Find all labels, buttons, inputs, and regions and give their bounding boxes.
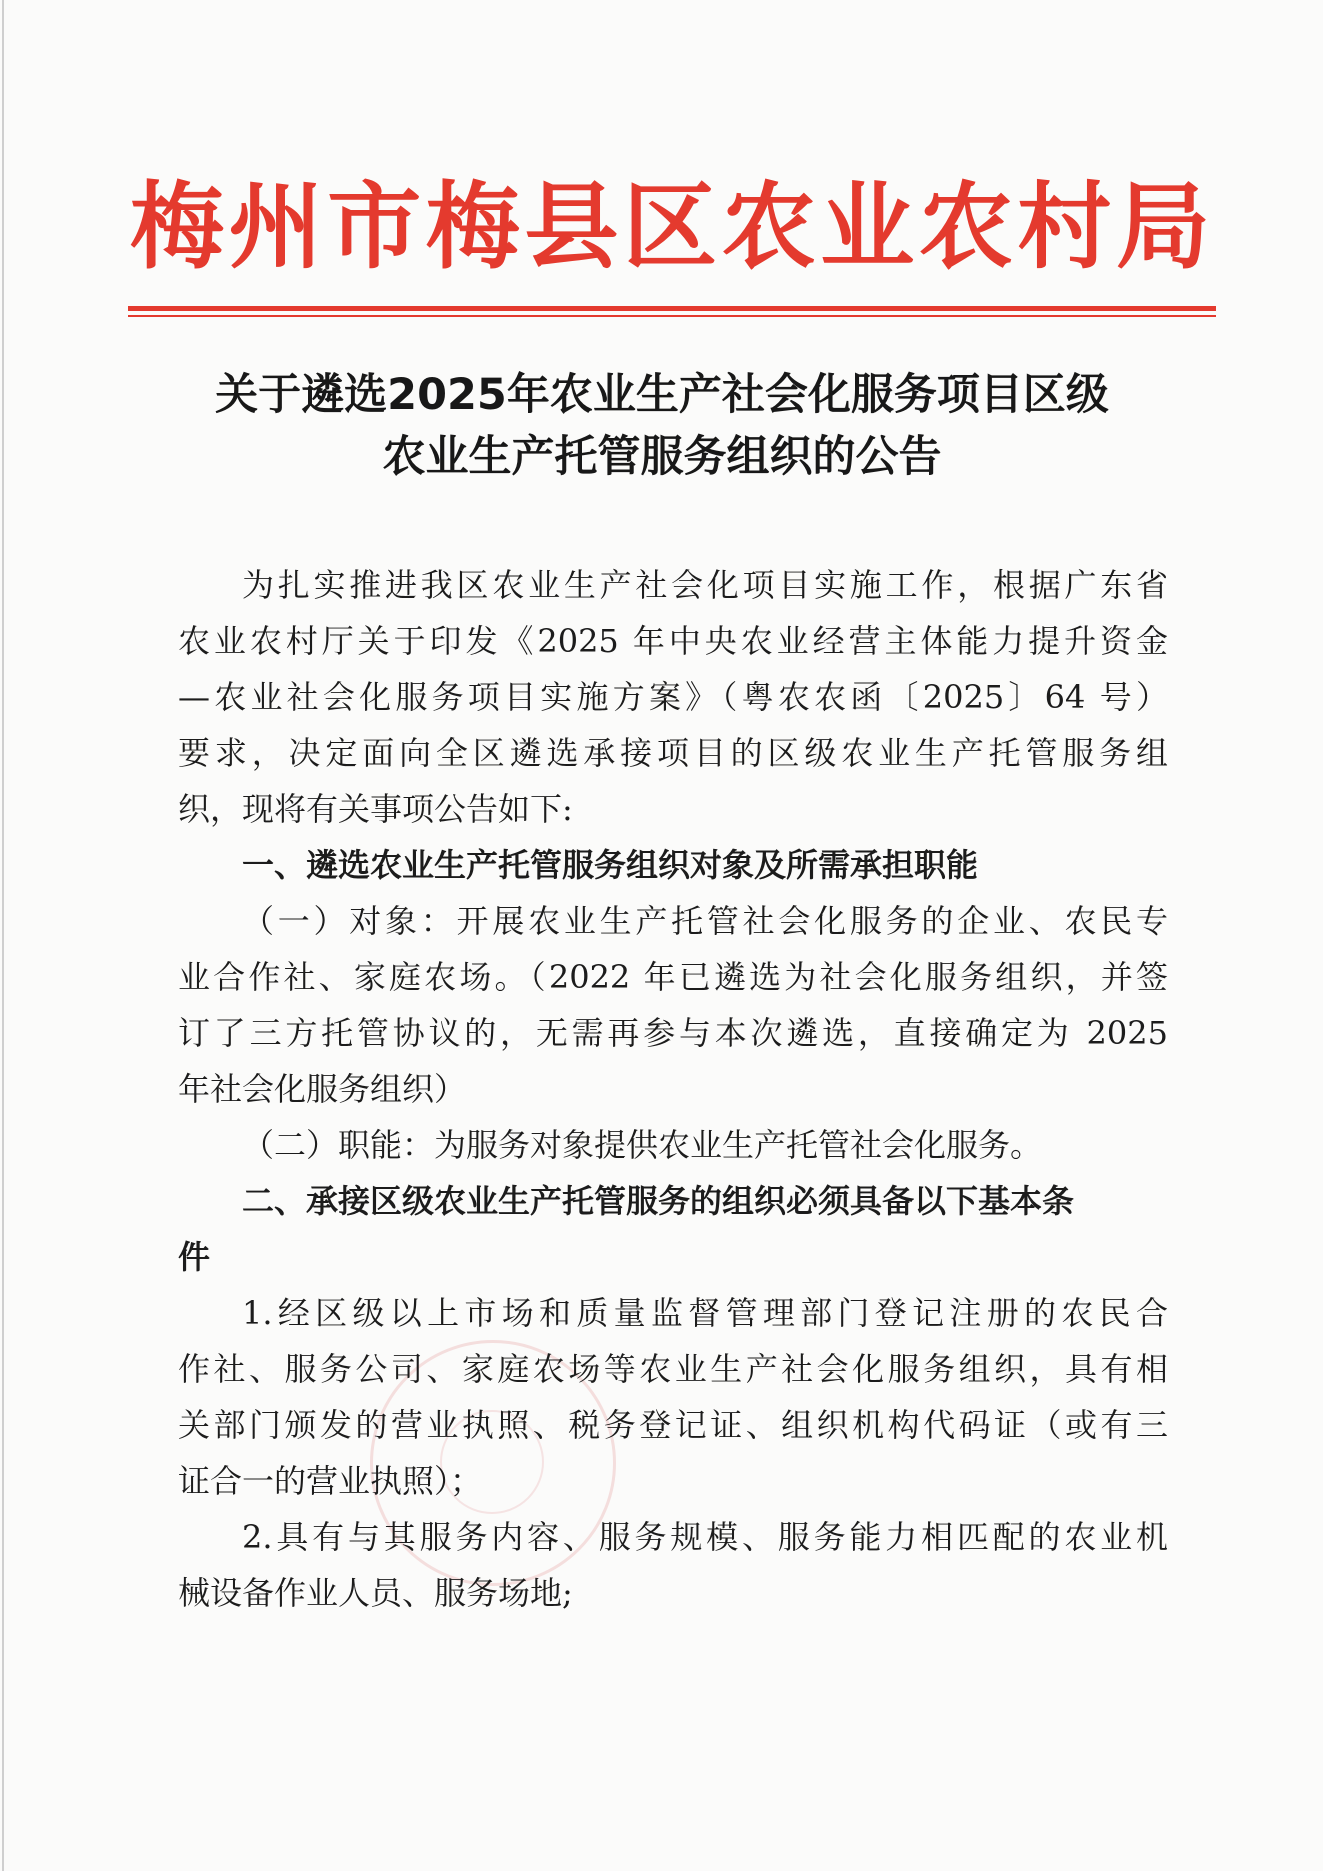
paragraph-line: 业合作社、家庭农场。（2022 年已遴选为社会化服务组织，并签 xyxy=(178,958,1168,996)
paragraph-line: 2.具有与其服务内容、服务规模、服务能力相匹配的农业机 xyxy=(242,1518,1168,1556)
header-char: 梅 xyxy=(425,173,520,282)
header-char: 县 xyxy=(524,173,619,282)
issuing-authority-header xyxy=(130,168,1210,288)
paragraph-line: （一）对象：开展农业生产托管社会化服务的企业、农民专 xyxy=(242,902,1168,940)
header-char: 业 xyxy=(820,173,915,282)
scan-edge-line xyxy=(2,0,4,1871)
header-char: 区 xyxy=(622,173,717,282)
paragraph-line: 械设备作业人员、服务场地; xyxy=(178,1574,573,1612)
paragraph-line: 关部门颁发的营业执照、税务登记证、组织机构代码证（或有三 xyxy=(178,1406,1168,1444)
header-char: 梅 xyxy=(130,173,225,282)
header-char: 市 xyxy=(327,173,422,282)
document-title-line-2: 农业生产托管服务组织的公告 xyxy=(382,432,942,482)
paragraph-line: 要求，决定面向全区遴选承接项目的区级农业生产托管服务组 xyxy=(178,734,1168,772)
header-divider-thin xyxy=(128,315,1216,317)
paragraph-line: 农业农村厅关于印发《2025 年中央农业经营主体能力提升资金 xyxy=(178,622,1168,660)
paragraph-line: 订了三方托管协议的，无需再参与本次遴选，直接确定为 2025 xyxy=(178,1014,1168,1052)
paragraph-line: 作社、服务公司、家庭农场等农业生产社会化服务组织，具有相 xyxy=(178,1350,1168,1388)
paragraph-line: 1.经区级以上市场和质量监督管理部门登记注册的农民合 xyxy=(242,1294,1168,1332)
header-char: 村 xyxy=(1017,173,1112,282)
paragraph-line: 证合一的营业执照）； xyxy=(178,1462,483,1500)
document-title-line-1: 关于遴选2025年农业生产社会化服务项目区级 xyxy=(215,370,1109,420)
header-char: 农 xyxy=(721,173,816,282)
section-heading-1: 一、遴选农业生产托管服务组织对象及所需承担职能 xyxy=(242,846,979,884)
header-char: 州 xyxy=(228,173,323,282)
section-heading-2-cont: 件 xyxy=(178,1238,211,1276)
paragraph-line: 为扎实推进我区农业生产社会化项目实施工作，根据广东省 xyxy=(242,566,1168,604)
header-char: 农 xyxy=(918,173,1013,282)
section-heading-2: 二、承接区级农业生产托管服务的组织必须具备以下基本条 xyxy=(242,1182,1075,1220)
paragraph-line: —农业社会化服务项目实施方案》（粤农农函〔2025〕64 号） xyxy=(178,678,1168,716)
header-char: 局 xyxy=(1115,173,1210,282)
header-divider-thick xyxy=(128,306,1216,311)
paragraph-line: 织，现将有关事项公告如下: xyxy=(178,790,573,828)
paragraph-line: （二）职能：为服务对象提供农业生产托管社会化服务。 xyxy=(242,1126,1043,1164)
paragraph-line: 年社会化服务组织） xyxy=(178,1070,467,1108)
